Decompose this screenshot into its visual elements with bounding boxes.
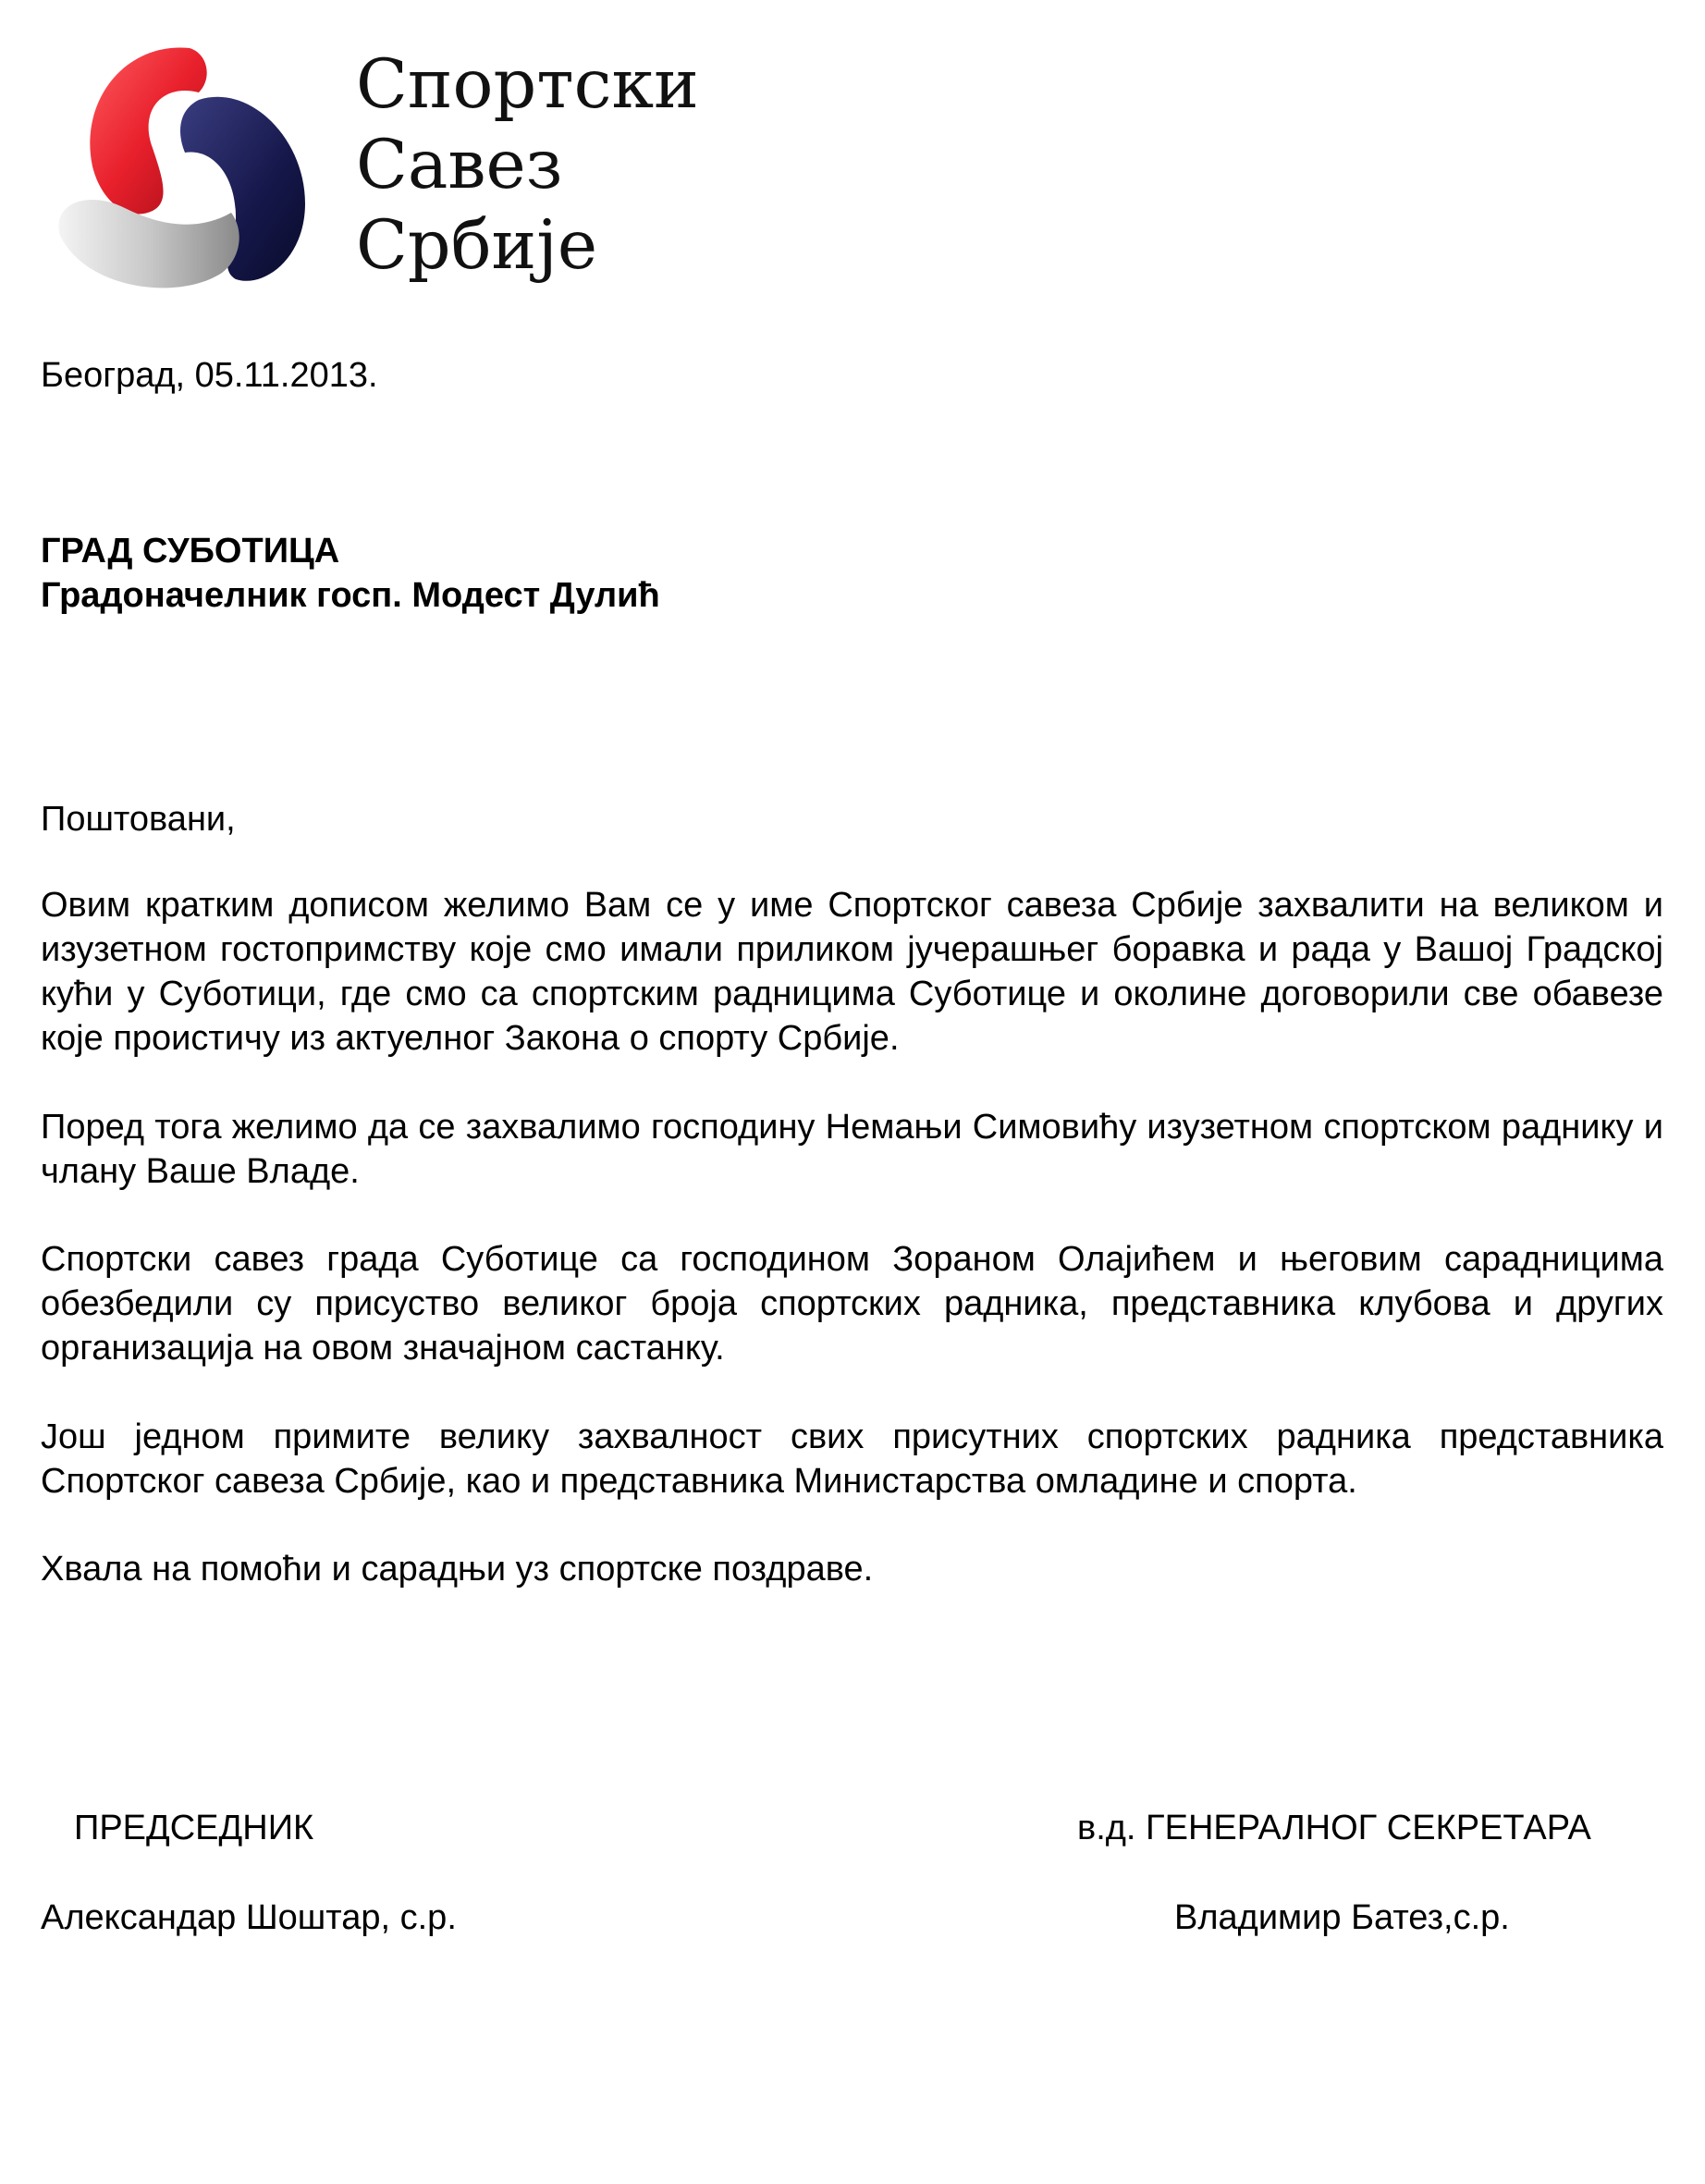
paragraph-1: Овим кратким дописом желимо Вам се у име Спортског савеза Србије захвалити на великом и изузетном гостопримству које смо имали приликом јучерашњег боравка и рада у Вашој Градској кући у Суботици, где смо са спортским радницима Суботице и околине договорили све обавезе које проистичу из актуелног Закона о спорту Србије. bbox=[41, 886, 1663, 1058]
sports-federation-logo-icon bbox=[51, 37, 328, 296]
org-name-line-2: Савез bbox=[356, 126, 563, 204]
signature-left-title: ПРЕДСЕДНИК bbox=[74, 1809, 314, 1847]
recipient-line-2: Градоначелник госп. Модест Дулић bbox=[41, 576, 660, 615]
signature-right-name: Владимир Батез,с.р. bbox=[1174, 1898, 1510, 1937]
paragraph-3: Спортски савез града Суботице са господином Зораном Олајићем и његовим сарадницима обезбедили су присуство великог броја спортских радника, представника клубова и других организација на овом значајном састанку. bbox=[41, 1240, 1663, 1368]
signature-left-name: Александар Шоштар, с.р. bbox=[41, 1898, 457, 1937]
salutation: Поштовани, bbox=[41, 800, 236, 839]
signature-right-title: в.д. ГЕНЕРАЛНОГ СЕКРЕТАРА bbox=[1077, 1809, 1591, 1847]
paragraph-2: Поред тога желимо да се захвалимо господину Немањи Симовићу изузетном спортском раднику и члану Ваше Владе. bbox=[41, 1108, 1663, 1191]
organization-name bbox=[356, 44, 699, 286]
paragraph-4: Још једном примите велику захвалност свих присутних спортских радника представника Спортског савеза Србије, као и представника Министарства омладине и спорта. bbox=[41, 1417, 1663, 1501]
org-name-line-1: Спортски bbox=[356, 45, 699, 124]
paragraph-5: Хвала на помоћи и сарадњи уз спортске поздраве. bbox=[41, 1550, 874, 1589]
org-name-line-3: Србије bbox=[356, 206, 598, 285]
recipient-line-1: ГРАД СУБОТИЦА bbox=[41, 532, 340, 571]
date-line: Београд, 05.11.2013. bbox=[41, 356, 378, 395]
